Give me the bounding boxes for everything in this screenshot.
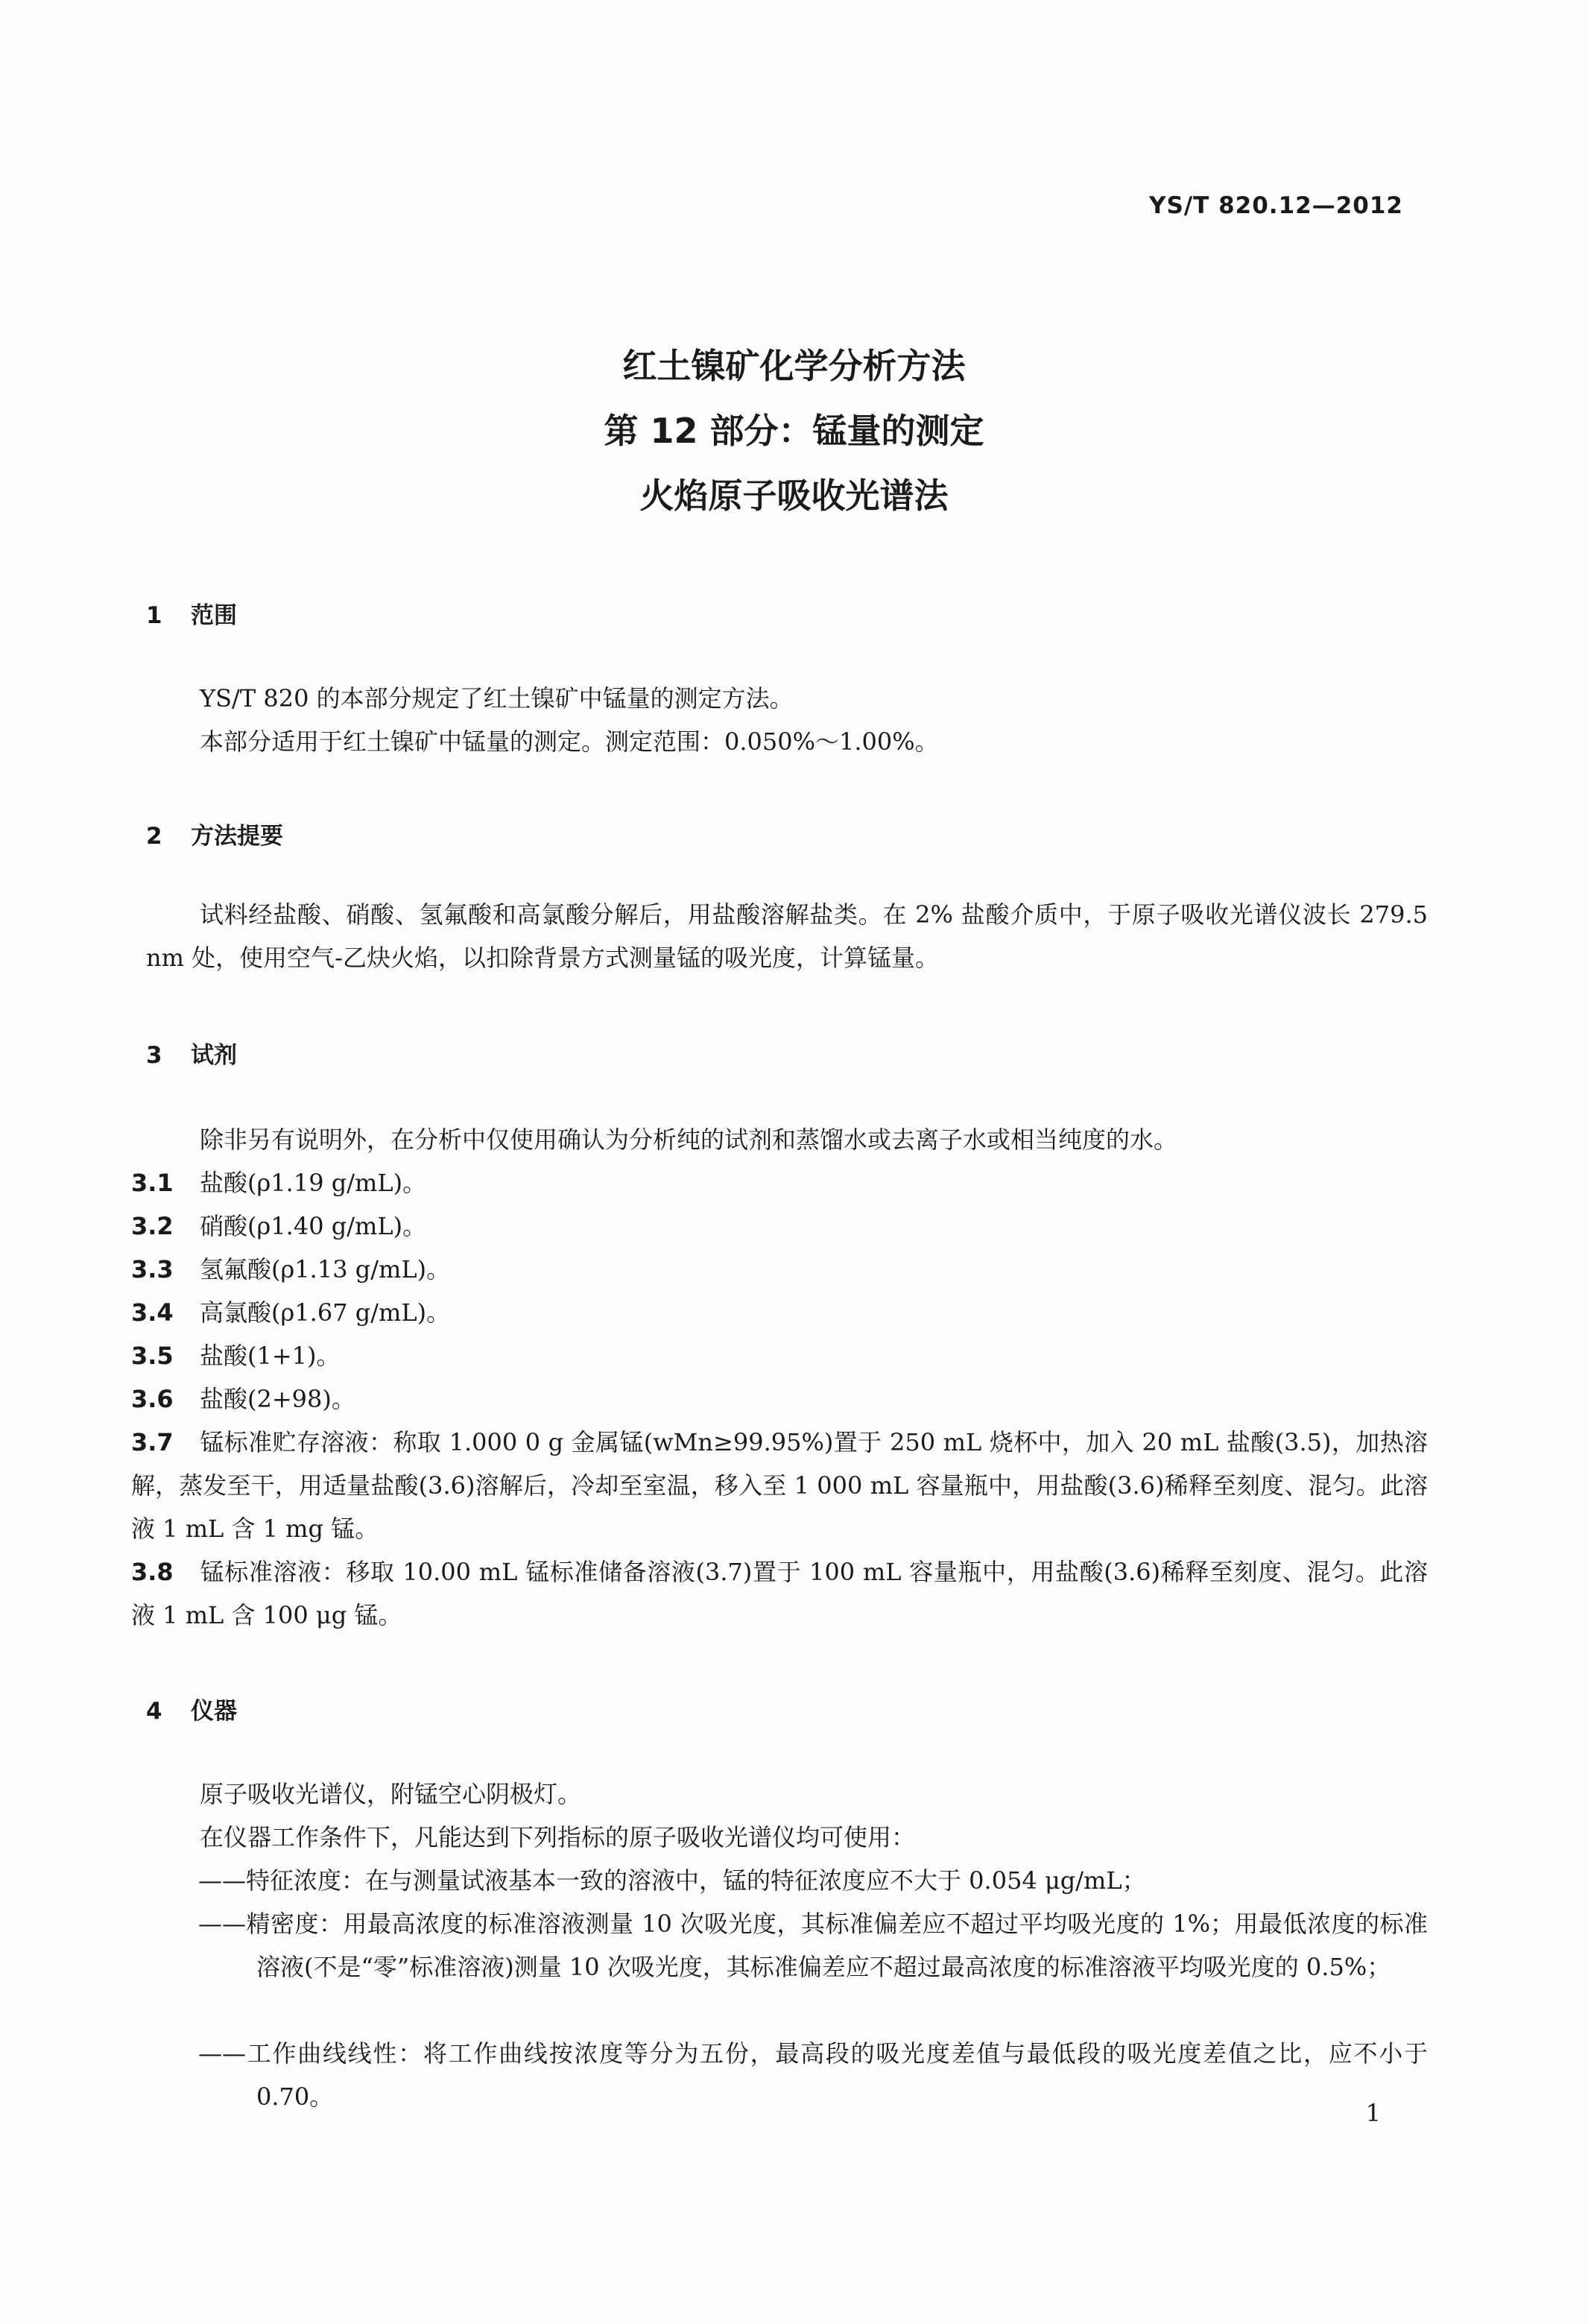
apparatus-criterion: ——精密度：用最高浓度的标准溶液测量 10 次吸光度，其标准偏差应不超过平均吸光度的 1%；用最低浓度的标准溶液(不是“零”标准溶液)测量 10 次吸光度，其标准偏差应不超过最高浓度的标准溶液平均吸光度的 0.5%； xyxy=(198,1910,1428,1981)
reagent-item xyxy=(131,1161,1428,1204)
title-line-3: 火焰原子吸收光谱法 xyxy=(639,476,949,516)
reagent-item xyxy=(131,1334,1428,1377)
apparatus-paragraph-1: 原子吸收光谱仪，附锰空心阴极灯。 xyxy=(200,1780,582,1808)
apparatus-paragraph-2: 在仪器工作条件下，凡能达到下列指标的原子吸收光谱仪均可使用： xyxy=(200,1823,916,1851)
reagent-item xyxy=(131,1248,1428,1291)
item-number: 3.5 xyxy=(131,1342,174,1370)
document-title xyxy=(0,334,1588,528)
section-1-heading xyxy=(146,596,237,630)
item-number: 3.2 xyxy=(131,1212,174,1240)
reagent-item xyxy=(131,1291,1428,1334)
item-text: 盐酸(1+1)。 xyxy=(200,1342,341,1370)
item-number: 3.1 xyxy=(131,1169,174,1197)
item-number: 3.3 xyxy=(131,1255,174,1283)
title-line-1: 红土镍矿化学分析方法 xyxy=(622,346,966,386)
apparatus-criterion: ——特征浓度：在与测量试液基本一致的溶液中，锰的特征浓度应不大于 0.054 μg/mL； xyxy=(198,1866,1146,1895)
item-text: 高氯酸(ρ1.67 g/mL)。 xyxy=(200,1298,451,1327)
item-number: 3.7 xyxy=(131,1428,174,1456)
section-title: 方法提要 xyxy=(191,823,283,850)
reagents-intro: 除非另有说明外，在分析中仅使用确认为分析纯的试剂和蒸馏水或去离子水或相当纯度的水。 xyxy=(200,1125,1178,1154)
section-title: 范围 xyxy=(191,602,237,629)
item-text: 盐酸(ρ1.19 g/mL)。 xyxy=(200,1169,427,1197)
section-4-heading xyxy=(146,1692,237,1725)
standard-code: YS/T 820.12—2012 xyxy=(1149,192,1403,219)
item-text: 锰标准溶液：移取 10.00 mL 锰标准储备溶液(3.7)置于 100 mL 容量瓶中，用盐酸(3.6)稀释至刻度、混匀。此溶液 1 mL 含 100 μg 锰。 xyxy=(131,1558,1428,1629)
principle-paragraph: 试料经盐酸、硝酸、氢氟酸和高氯酸分解后，用盐酸溶解盐类。在 2% 盐酸介质中，于原子吸收光谱仪波长 279.5 nm 处，使用空气-乙炔火焰，以扣除背景方式测量锰的吸光度，计算锰量。 xyxy=(146,900,1428,972)
item-number: 3.8 xyxy=(131,1558,174,1586)
reagent-item xyxy=(131,1377,1428,1421)
section-2-heading xyxy=(146,817,283,850)
section-number: 4 xyxy=(146,1698,162,1725)
reagent-item xyxy=(131,1421,1428,1550)
reagent-item xyxy=(131,1550,1428,1637)
item-text: 硝酸(ρ1.40 g/mL)。 xyxy=(200,1212,427,1240)
section-title: 试剂 xyxy=(191,1042,237,1069)
apparatus-criterion: ——工作曲线线性：将工作曲线按浓度等分为五份，最高段的吸光度差值与最低段的吸光度差值之比，应不小于 0.70。 xyxy=(198,2039,1428,2111)
scope-paragraph-1: YS/T 820 的本部分规定了红土镍矿中锰量的测定方法。 xyxy=(200,684,794,713)
section-number: 2 xyxy=(146,823,162,850)
section-3-heading xyxy=(146,1036,237,1070)
scope-paragraph-2: 本部分适用于红土镍矿中锰量的测定。测定范围：0.050%～1.00%。 xyxy=(200,727,939,756)
item-number: 3.4 xyxy=(131,1298,174,1327)
item-text: 锰标准贮存溶液：称取 1.000 0 g 金属锰(wMn≥99.95%)置于 250 mL 烧杯中，加入 20 mL 盐酸(3.5)，加热溶解，蒸发至干，用适量盐酸(3.6)溶解后，冷却至室温，移入至 1 000 mL 容量瓶中，用盐酸(3.6)稀释至刻度、混匀。此溶液 1 mL 含 1 mg 锰。 xyxy=(131,1428,1428,1543)
item-text: 氢氟酸(ρ1.13 g/mL)。 xyxy=(200,1255,451,1283)
section-number: 1 xyxy=(146,602,162,629)
item-number: 3.6 xyxy=(131,1385,174,1413)
page-number: 1 xyxy=(1365,2099,1381,2127)
reagent-item xyxy=(131,1204,1428,1248)
title-line-2: 第 12 部分：锰量的测定 xyxy=(604,411,984,451)
item-text: 盐酸(2+98)。 xyxy=(200,1385,355,1413)
section-title: 仪器 xyxy=(191,1698,237,1725)
section-number: 3 xyxy=(146,1042,162,1069)
